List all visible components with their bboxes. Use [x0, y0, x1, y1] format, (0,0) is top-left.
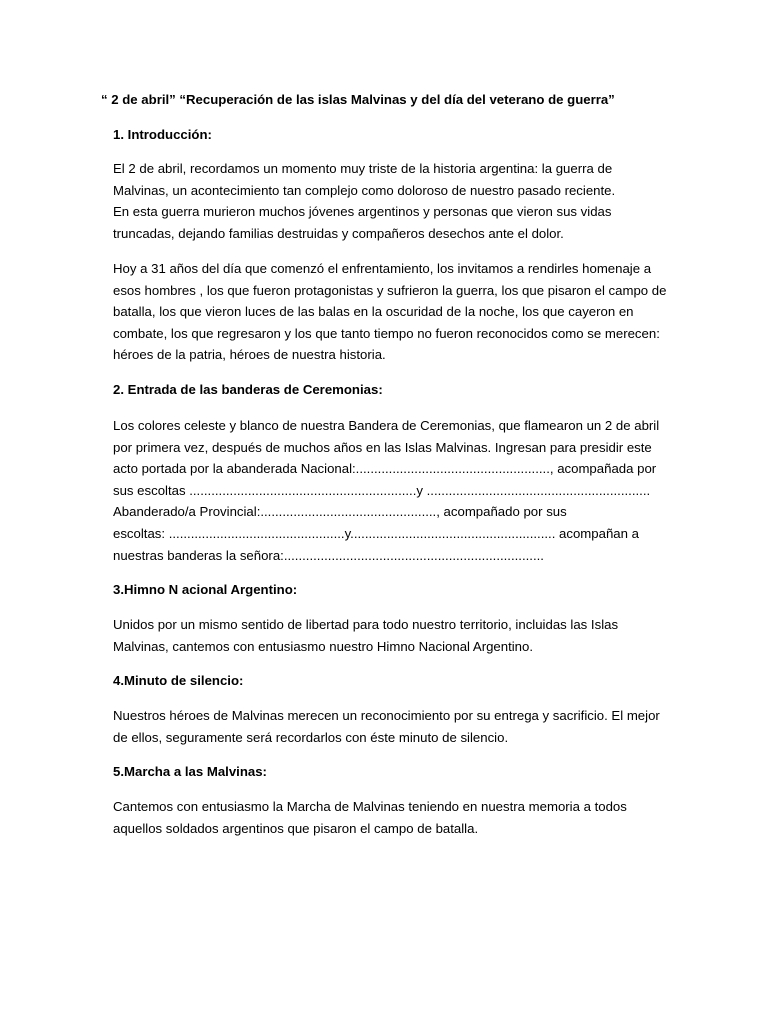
- paragraph-introduccion-2: [113, 258, 713, 366]
- text-line: escoltas: ................................................y........................................................ acompañan a: [113, 525, 639, 541]
- text-line: Los colores celeste y blanco de nuestra Bandera de Ceremonias, que flamearon un 2 de abril: [113, 418, 660, 433]
- paragraph-minuto-silencio: [113, 705, 713, 748]
- text-line: sus escoltas ..............................................................y .............................................................: [113, 482, 651, 498]
- section-heading-marcha: 5.Marcha a las Malvinas:: [113, 764, 267, 779]
- text-line: héroes de la patria, héroes de nuestra historia.: [113, 347, 386, 363]
- section-heading-banderas: 2. Entrada de las banderas de Ceremonias:: [113, 382, 383, 397]
- text-line: acto portada por la abanderada Nacional:....................................................., acompañada por: [113, 461, 657, 477]
- document-title: “ 2 de abril” “Recuperación de las islas Malvinas y del día del veterano de guerra”: [101, 92, 615, 107]
- text-line: combate, los que regresaron y los que tanto tiempo no fueron reconocidos como se merecen:: [113, 325, 660, 341]
- text-line: En esta guerra murieron muchos jóvenes argentinos y personas que vieron sus vidas: [113, 204, 612, 220]
- paragraph-marcha: [113, 796, 713, 839]
- text-line: El 2 de abril, recordamos un momento muy triste de la historia argentina: la guerra de: [113, 161, 613, 176]
- text-line: Cantemos con entusiasmo la Marcha de Malvinas teniendo en nuestra memoria a todos: [113, 799, 627, 814]
- text-line: Malvinas, un acontecimiento tan complejo como doloroso de nuestro pasado reciente.: [113, 182, 616, 198]
- text-line: esos hombres , los que fueron protagonistas y sufrieron la guerra, los que pisaron el campo de: [113, 282, 667, 298]
- text-line: nuestras banderas la señora:.......................................................................: [113, 547, 544, 563]
- section-heading-minuto-silencio: 4.Minuto de silencio:: [113, 673, 244, 688]
- paragraph-himno: [113, 614, 713, 657]
- text-line: Malvinas, cantemos con entusiasmo nuestro Himno Nacional Argentino.: [113, 638, 534, 654]
- section-heading-introduccion: 1. Introducción:: [113, 127, 212, 142]
- section-heading-himno: 3.Himno N acional Argentino:: [113, 582, 298, 597]
- text-line: Unidos por un mismo sentido de libertad para todo nuestro territorio, incluidas las Islas: [113, 617, 619, 632]
- text-line: truncadas, dejando familias destruidas y compañeros desechos ante el dolor.: [113, 225, 564, 241]
- paragraph-introduccion-1: [113, 158, 713, 244]
- text-line: aquellos soldados argentinos que pisaron el campo de batalla.: [113, 820, 479, 836]
- text-line: de ellos, seguramente será recordarlos con éste minuto de silencio.: [113, 729, 509, 745]
- text-line: batalla, los que vieron luces de las balas en la oscuridad de la noche, los que cayeron en: [113, 304, 634, 320]
- text-line: Abanderado/a Provincial:................................................, acompañado por sus: [113, 504, 567, 520]
- text-line: Nuestros héroes de Malvinas merecen un reconocimiento por su entrega y sacrificio. El mejor: [113, 708, 660, 723]
- text-line: por primera vez, después de muchos años en las Islas Malvinas. Ingresan para presidir este: [113, 439, 652, 455]
- text-line: Hoy a 31 años del día que comenzó el enfrentamiento, los invitamos a rendirles homenaje a: [113, 261, 652, 276]
- paragraph-banderas: [113, 415, 713, 566]
